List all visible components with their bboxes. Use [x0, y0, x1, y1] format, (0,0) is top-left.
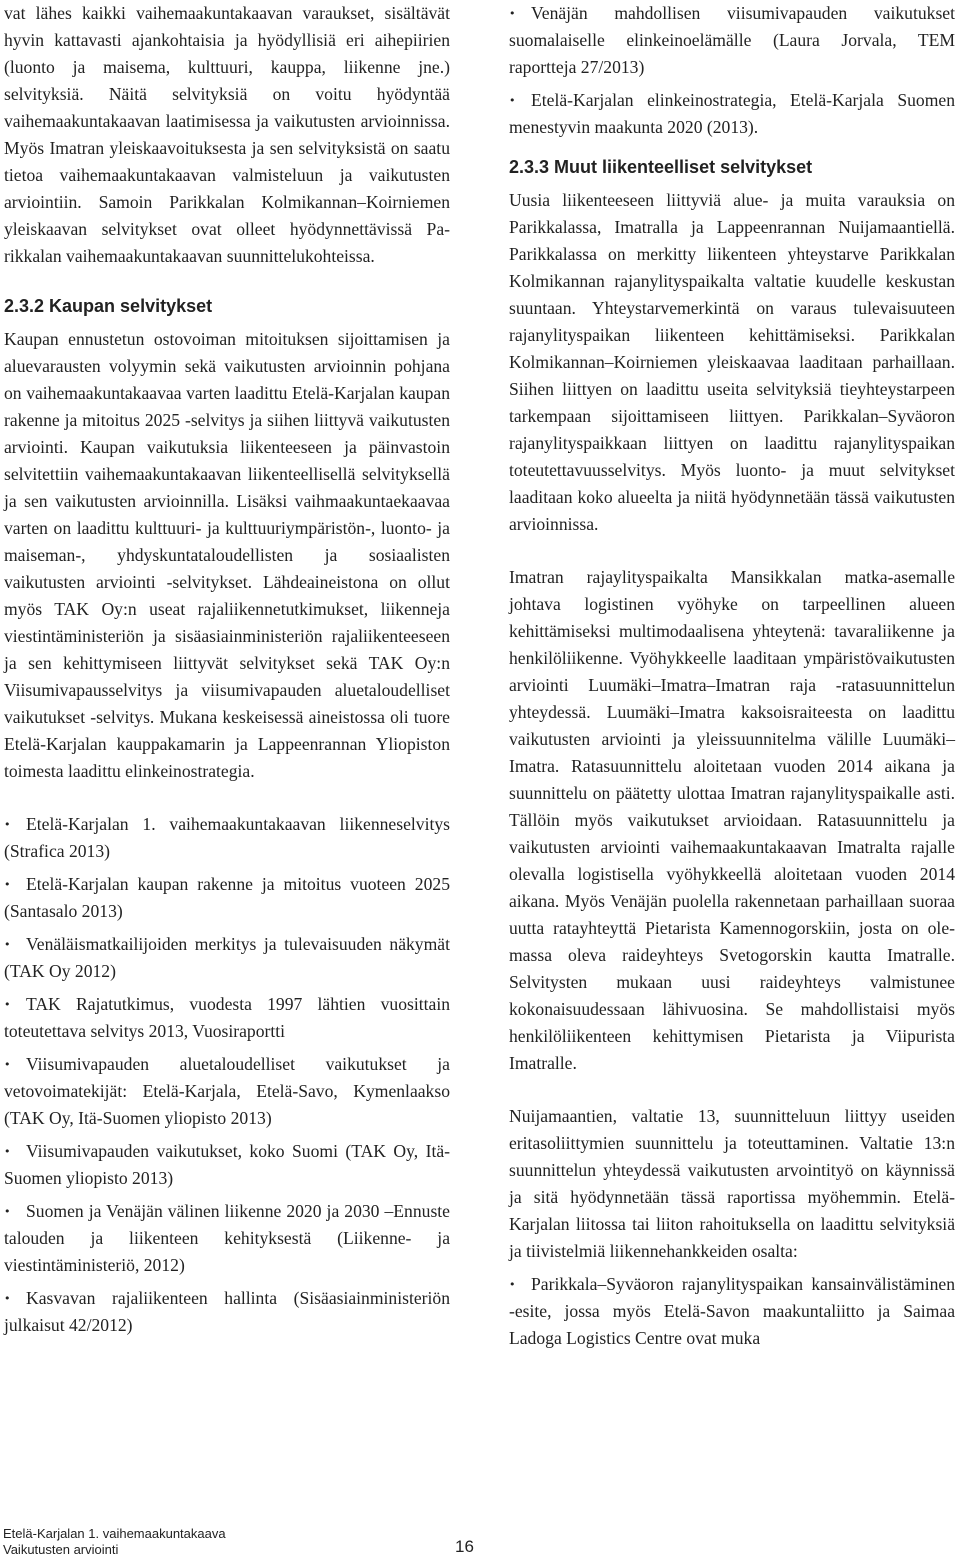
liikenne-paragraph-2: Imatran rajaylityspaikalta Mansikkalan matka-asemalle johtava logistinen vyöhyke on tarpeellinen alueen kehittämiseksi multimodaalisena yhteytenä: tavaraliikenne ja henkilöliikenne. Vyöhykkeelle laaditaan ympäristövaikutusten arviointi Luumäki–Imatra–Imatran raja -ratasuunnittelun yhteydessä. Luumäki–Imatra kaksoisraiteesta on laadittu vaikutusten arviointi ja yleissuunnitelma välille Luumäki–Imatra. Ratasuunnittelu aloitetaan vuoden 2014 aikana ja suunnittelu on päätetty ulottaa Imatran rajanylityspaikalle asti. Tällöin myös vaikutukset arvioidaan. Ratasuunnittelu ja vaikutusten arviointi vaihemaakuntakaavan Imatralta rajalle olevalla logistisella vyöhykkeellä aloitetaan vuoden 2014 aikana. Myös Venäjän puolella rakennetaan parhaillaan suoraa uutta ratayhteyttä Pietarista Kamennogorskiin, josta on olemassa oleva raideyhteys Svetogorskin kautta Imatralle. Selvitysten mukaan uusi raideyhteys valmistunee kokonaisuudessaan lähivuosina. Se mahdollistaisi myös henkilöliikenteen kehittymisen Pietarista ja Viipurista Imatralle.: [509, 567, 955, 1073]
list-item: [509, 87, 955, 141]
list-item: [4, 1051, 450, 1132]
liikenne-paragraph-1: Uusia liikenteeseen liittyviä alue- ja muita varauksia on Parikkalassa, Imatralla ja Lappeenrannan Nuijamaantiellä. Parikkalassa on merkitty liikenteen yhteystarve Parikkalan Kolmikannan rajanylityspaikalta valtatie kuudelle keskustan suuntaan. Yhteystarvemerkintä on varaus tulevaisuuteen rajanylityspaikan liikenteen kehittämiseksi. Parikkalan Kolmikannan–Koirniemen yleiskaavaa laaditaan parhaillaan. Siihen liittyen on laadittu useita selvityksiä tieyhteystarpeen tarkempaan sijoittamiseen liittyen. Parikkalan–Syväoron rajanylityspaikkaan liittyen on laadittu rajanylityspaikan toteutettavuusselvitys. Myös luonto- ja muut selvitykset laaditaan koko alueelta ja niitä hyödynnetään tässä vaikutusten arvioinnissa.: [509, 190, 955, 534]
bullet-icon: •: [4, 1292, 11, 1305]
list-item-text: Kasvavan rajaliikenteen hallinta (Sisäasiainministeriön julkaisut 42/2012): [4, 1288, 450, 1335]
list-item-text: Viisumivapauden vaikutukset, koko Suomi (TAK Oy, Itä-Suomen yliopisto 2013): [4, 1141, 450, 1188]
intro-paragraph: vat lähes kaikki vaihemaakuntakaavan varaukset, sisältävät hyvin kattavasti ajankohtaisia ja hyödyllisiä eri aihepiirien (luonto ja maisema, kulttuuri, kauppa, liikenne jne.) selvityksiä. Näitä selvityksiä on voitu hyödyntää vaihemaakuntakaavan laatimisessa ja vaikutusten arvioinnissa. Myös Imatran yleiskaavoituksesta ja sen selvityksistä on saatu tietoa vaihemaakuntakaavan valmisteluun ja vaikutusten arviointiin. Samoin Parikkalan Kolmikannan–Koirniemen yleiskaavan selvitykset ovat olleet hyödynnettävissä Parikkalan vaihemaakuntakaavan suunnittelukohteissa.: [4, 3, 450, 266]
bullet-icon: •: [4, 818, 11, 831]
list-item: [509, 0, 955, 81]
list-item: [4, 931, 450, 985]
list-item-text: TAK Rajatutkimus, vuodesta 1997 lähtien vuosittain toteutettava selvitys 2013, Vuosiraportti: [4, 994, 450, 1041]
bullet-icon: •: [4, 1205, 11, 1218]
list-item-text: Viisumivapauden aluetaloudelliset vaikutukset ja vetovoimatekijät: Etelä-Karjala, Etelä-Savo, Kymenlaakso (TAK Oy, Itä-Suomen yliopisto 2013): [4, 1054, 450, 1128]
footer-line-1: Etelä-Karjalan 1. vaihemaakuntakaava: [3, 1526, 226, 1541]
bullet-icon: •: [509, 1278, 516, 1291]
page-number: 16: [455, 1537, 474, 1556]
list-item-text: Etelä-Karjalan kaupan rakenne ja mitoitus vuoteen 2025 (Santasalo 2013): [4, 874, 450, 921]
page-footer: [0, 1526, 960, 1560]
list-item: [4, 1285, 450, 1339]
left-column: [4, 0, 450, 1345]
list-item: [4, 1198, 450, 1279]
bullet-icon: •: [4, 1145, 11, 1158]
left-bullet-list: [4, 811, 450, 1339]
bullet-icon: •: [509, 94, 516, 107]
list-item-text: Venäläismatkailijoiden merkitys ja tulevaisuuden näkymät (TAK Oy 2012): [4, 934, 450, 981]
bullet-icon: •: [509, 7, 516, 20]
list-item: [4, 871, 450, 925]
right-column: [509, 0, 955, 1358]
list-item-text: Venäjän mahdollisen viisumivapauden vaikutukset suomalaiselle elinkeinoelämälle (Laura Jorvala, TEM raportteja 27/2013): [509, 3, 955, 77]
section-heading-kaupan-selvitykset: 2.3.2 Kaupan selvitykset: [4, 296, 213, 316]
list-item: [509, 1271, 955, 1352]
bullet-icon: •: [4, 878, 11, 891]
bullet-icon: •: [4, 1058, 11, 1071]
list-item-text: Suomen ja Venäjän välinen liikenne 2020 ja 2030 –Ennuste talouden ja liikenteen kehityksestä (Liikenne- ja viestintäministeriö, 2012): [4, 1201, 450, 1275]
footer-title: [3, 1526, 226, 1558]
list-item: [4, 991, 450, 1045]
list-item-text: Etelä-Karjalan elinkeinostrategia, Etelä-Karjala Suomen menestyvin maakunta 2020 (2013).: [509, 90, 955, 137]
bullet-icon: •: [4, 998, 11, 1011]
liikenne-paragraph-3: Nuijamaantien, valtatie 13, suunnitteluun liittyy useiden eritasoliittymien suunnittelu ja toteuttaminen. Valtatie 13:n suunnittelun yhteydessä vaikutusten arvointityö on käynnissä ja sitä hyödynnetään tässä raportissa myöhemmin. Etelä-Karjalan liitossa tai liiton rahoituksella on laadittu selvityksiä ja tiivistelmiä liikennehankkeiden osalta:: [509, 1106, 955, 1261]
right-bottom-bullet-list: [509, 1271, 955, 1352]
list-item-text: Parikkala–Syväoron rajanylityspaikan kansainvälistäminen -esite, jossa myös Etelä-Savon maakuntaliitto ja Saimaa Ladoga Logistics Centre ovat muka: [509, 1274, 955, 1348]
kaupan-selvitykset-paragraph: Kaupan ennustetun ostovoiman mitoituksen sijoittamisen ja aluevarausten volyymin sekä vaikutusten arvioinnin pohjana on vaihemaakuntakaavaa varten laadittu Etelä-Karjalan kaupan rakenne ja mitoitus 2025 -selvitys ja siihen liittyvä vaikutusten arviointi. Kaupan vaikutuksia liikenteeseen ja päinvastoin selvitettiin vaihemaakuntakaavan liikenteellisellä selvityksellä ja sen vaikutusten arvioinnilla. Lisäksi vaihmaakuntaekaavaa varten on laadittu kulttuuri- ja kulttuuriympäristön-, luonto- ja maiseman-, yhdyskuntataloudellisten ja sosiaalisten vaikutusten arviointi -selvitykset. Lähdeaineistona on ollut myös TAK Oy:n useat rajaliikennetutkimukset, liikenneja viestintäministeriön ja sisäasiainministeriön rajaliikenteeseen ja sen kehittymiseen liittyvät selvitykset sekä TAK Oy:n Viisumivapausselvitys ja viisumivapauden aluetaloudelliset vaikutukset -selvitys. Mukana keskeisessä aineistossa oli tuore Etelä-Karjalan kauppakamarin ja Lappeenrannan Yliopiston toimesta laadittu elinkeinostrategia.: [4, 329, 450, 781]
section-heading-muut-liikenteelliset: 2.3.3 Muut liikenteelliset selvitykset: [509, 157, 813, 177]
footer-line-2: Vaikutusten arviointi: [3, 1542, 119, 1557]
right-top-bullet-list: [509, 0, 955, 141]
bullet-icon: •: [4, 938, 11, 951]
list-item: [4, 1138, 450, 1192]
list-item-text: Etelä-Karjalan 1. vaihemaakuntakaavan liikenneselvitys (Strafica 2013): [4, 814, 450, 861]
list-item: [4, 811, 450, 865]
